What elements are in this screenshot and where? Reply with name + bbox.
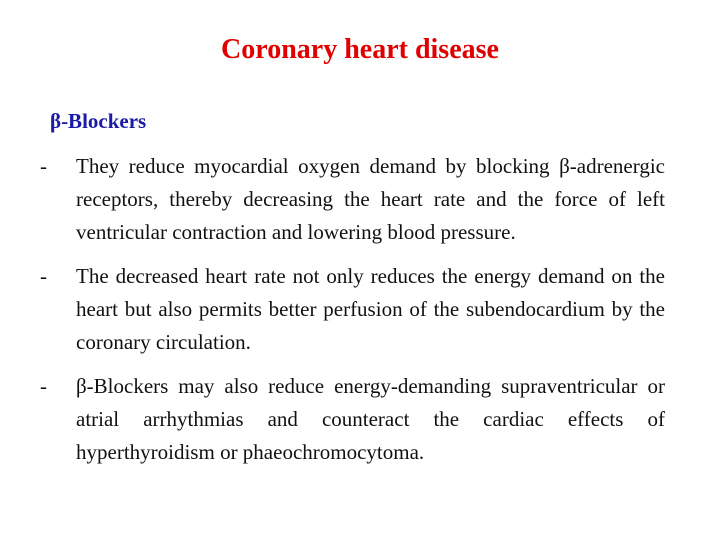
slide-title: Coronary heart disease: [221, 34, 499, 65]
section-heading: β-Blockers: [50, 109, 147, 133]
bullet-item: [40, 150, 665, 249]
bullet-marker: -: [40, 374, 47, 398]
bullet-item: [40, 260, 665, 359]
bullet-item: [40, 370, 665, 469]
bullet-text: The decreased heart rate not only reduces the energy demand on the heart but also permits better perfusion of the subendocardium by the coronary circulation.: [76, 264, 665, 354]
bullet-marker: -: [40, 264, 47, 288]
bullet-list: [40, 150, 665, 480]
bullet-text: They reduce myocardial oxygen demand by blocking β-adrenergic receptors, thereby decreasing the heart rate and the force of left ventricular contraction and lowering blood pressure.: [76, 154, 665, 244]
bullet-marker: -: [40, 154, 47, 178]
bullet-text: β-Blockers may also reduce energy-demanding supraventricular or atrial arrhythmias and counteract the cardiac effects of hyperthyroidism or phaeochromocytoma.: [76, 374, 665, 464]
